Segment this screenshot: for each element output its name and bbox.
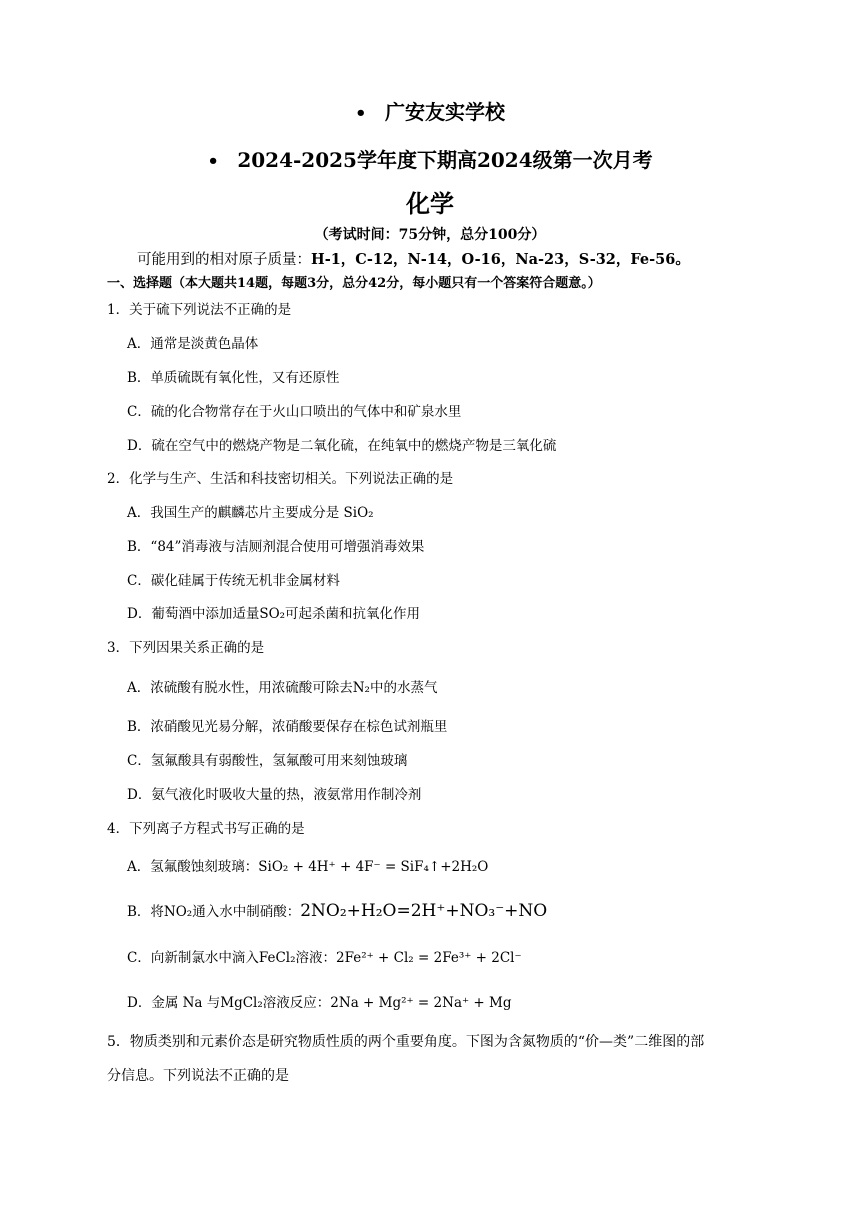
question-4-option-a bbox=[127, 855, 488, 875]
question-4-option-d-text: D．金属 Na 与MgCl₂溶液反应： bbox=[127, 995, 331, 1011]
question-2-option-d: D．葡萄酒中添加适量SO₂可起杀菌和抗氧化作用 bbox=[127, 606, 421, 622]
question-1-option-c: C．硫的化合物常存在于火山口喷出的气体中和矿泉水里 bbox=[127, 404, 462, 420]
subject-title: 化学 bbox=[406, 190, 454, 218]
atomic-masses-values: H-1，C-12，N-14，O-16，Na-23，S-32，Fe-56。 bbox=[311, 251, 690, 268]
question-2-option-c: C．碳化硅属于传统无机非金属材料 bbox=[127, 573, 340, 589]
question-5-stem-line-1: 5．物质类别和元素价态是研究物质性质的两个重要角度。下图为含氮物质的“价—类”二维图的部 bbox=[107, 1034, 705, 1050]
question-1-stem: 1．关于硫下列说法不正确的是 bbox=[107, 302, 292, 318]
question-4-option-c-equation: 2Fe²⁺ + Cl₂ = 2Fe³⁺ + 2Cl⁻ bbox=[336, 950, 522, 966]
question-4-option-a-equation: SiO₂ + 4H⁺ + 4F⁻ = SiF₄↑+2H₂O bbox=[258, 859, 489, 875]
question-4-option-d bbox=[127, 991, 511, 1011]
question-4-option-d-equation: 2Na + Mg²⁺ = 2Na⁺ + Mg bbox=[330, 995, 512, 1011]
question-4-option-c bbox=[127, 946, 522, 966]
question-3-option-c: C．氢氟酸具有弱酸性，氢氟酸可用来刻蚀玻璃 bbox=[127, 753, 408, 769]
question-1-option-d: D．硫在空气中的燃烧产物是二氧化硫，在纯氧中的燃烧产物是三氧化硫 bbox=[127, 438, 557, 454]
question-3-option-a: A．浓硫酸有脱水性，用浓硫酸可除去N₂中的水蒸气 bbox=[127, 680, 438, 696]
question-3-option-b: B．浓硝酸见光易分解，浓硝酸要保存在棕色试剂瓶里 bbox=[127, 719, 448, 735]
exam-title: • 2024-2025学年度下期高2024级第一次月考 bbox=[207, 148, 653, 172]
question-1-option-b: B．单质硫既有氧化性，又有还原性 bbox=[127, 370, 340, 386]
question-4-option-b bbox=[127, 900, 547, 921]
bullet-icon: • bbox=[207, 151, 219, 172]
exam-time-info: （考试时间：75分钟，总分100分） bbox=[314, 227, 546, 243]
question-5-stem-line-2: 分信息。下列说法不正确的是 bbox=[107, 1068, 289, 1084]
section-title: 一、选择题（本大题共14题，每题3分，总分42分，每小题只有一个答案符合题意。） bbox=[107, 276, 601, 291]
bullet-icon: • bbox=[355, 103, 367, 124]
question-2-option-a: A．我国生产的麒麟芯片主要成分是 SiO₂ bbox=[127, 505, 374, 521]
question-4-option-c-text: C．向新制氯水中滴入FeCl₂溶液： bbox=[127, 950, 337, 966]
question-4-option-b-text: B．将NO₂通入水中制硝酸： bbox=[127, 904, 301, 920]
question-3-option-d: D．氨气液化时吸收大量的热，液氨常用作制冷剂 bbox=[127, 787, 422, 803]
question-3-stem: 3．下列因果关系正确的是 bbox=[107, 640, 265, 656]
question-2-stem: 2．化学与生产、生活和科技密切相关。下列说法正确的是 bbox=[107, 471, 454, 487]
atomic-masses bbox=[137, 248, 690, 269]
question-1-option-a: A．通常是淡黄色晶体 bbox=[127, 336, 259, 352]
question-4-option-b-equation: 2NO₂+H₂O=2H⁺+NO₃⁻+NO bbox=[300, 901, 548, 921]
question-2-option-b: B．“84”消毒液与洁厕剂混合使用可增强消毒效果 bbox=[127, 539, 425, 555]
school-name: • 广安友实学校 bbox=[355, 100, 505, 124]
question-4-option-a-text: A．氢氟酸蚀刻玻璃： bbox=[127, 859, 259, 875]
question-4-stem: 4．下列离子方程式书写正确的是 bbox=[107, 821, 305, 837]
atomic-masses-label: 可能用到的相对原子质量： bbox=[137, 252, 311, 268]
